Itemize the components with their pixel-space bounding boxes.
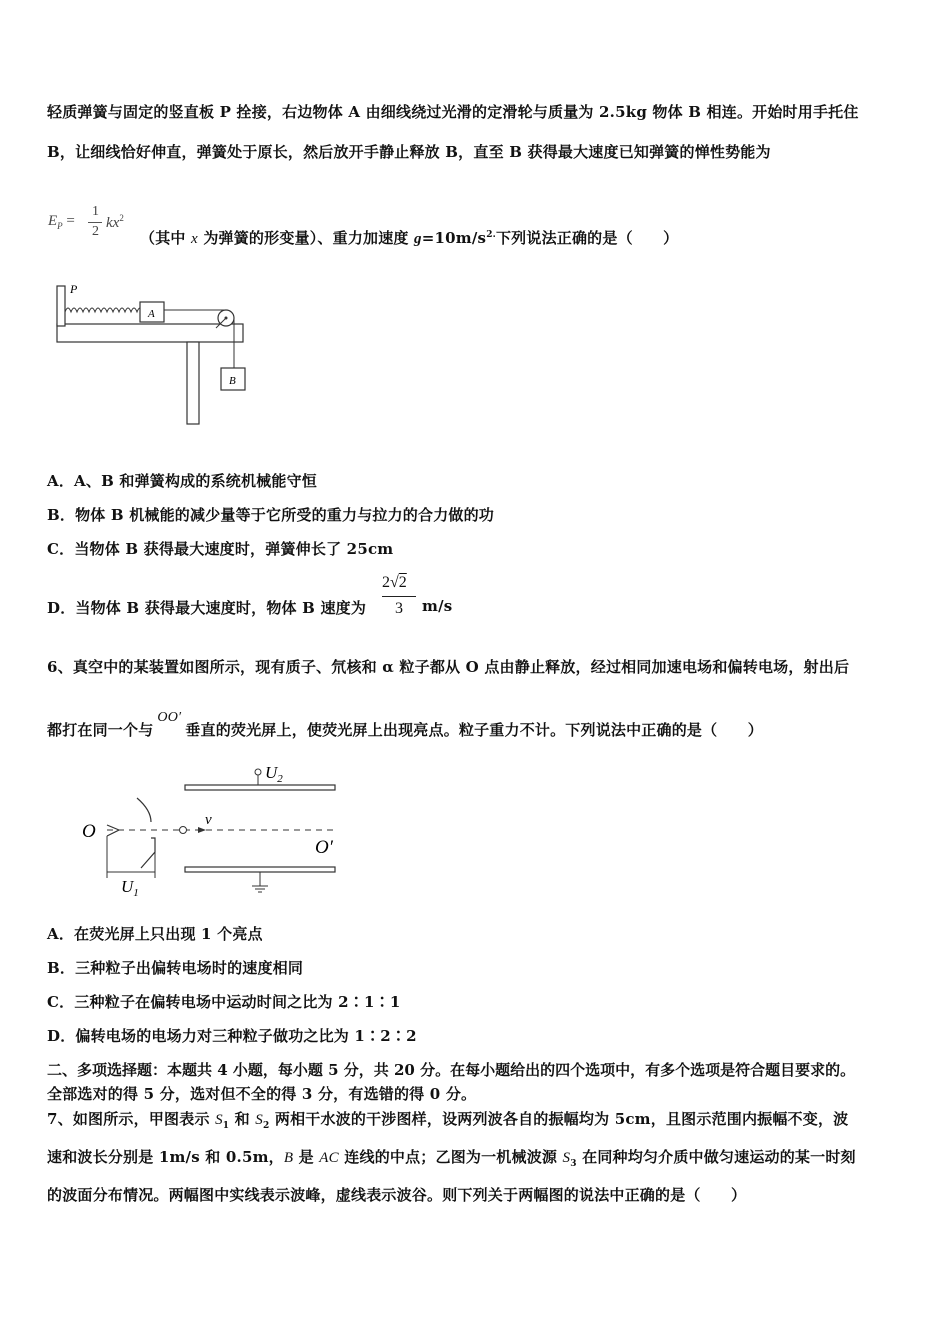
sqrt-icon: √ [390,574,399,591]
q6-line2b: 垂直的荧光屏上，使荧光屏上出现亮点。粒子重力不计。下列说法中正确的是（ ） [185,721,763,739]
var-s3: S [562,1150,571,1166]
table-leg [187,342,199,424]
label-u1: $U_1$ [121,877,139,899]
q7-line1b: 两相干水波的干涉图样，设两列波各自的振幅均为 5cm，且图示范围内振幅不变，波 [269,1110,849,1128]
formula-den: 2 [92,224,99,239]
q6-option-a: A．在荧光屏上只出现 1 个亮点 [47,925,263,943]
label-p: P [70,282,78,296]
bottom-plate [185,867,335,872]
q7-line2a: 速和波长分别是 1m/s 和 0.5m， [47,1148,284,1166]
var-ac: AC [319,1150,339,1166]
var-s3-sub: 3 [570,1159,577,1169]
q5-option-a: A．A、B 和弹簧构成的系统机械能守恒 [47,472,317,490]
d-unit: m/s [422,597,453,615]
formula-num: 1 [92,204,99,219]
q6-option-d: D．偏转电场的电场力对三种粒子做功之比为 1∶2∶2 [47,1027,417,1045]
var-x: x [191,231,198,247]
energy-formula [48,213,75,231]
label-a: A [148,308,155,320]
q5-line3c: =10m/s [421,229,487,247]
q5-line-2: B，让细线恰好伸直，弹簧处于原长，然后放开手静止释放 B，直至 B 获得最大速度已知弹簧的惮性势能为 [47,143,771,161]
d-frac-root: 2 [398,574,407,591]
var-s1: S [215,1112,223,1128]
q7-line-1 [47,1108,848,1131]
q7-and: 和 [229,1110,256,1128]
var-g: g [414,231,422,247]
d-frac-num [382,574,407,592]
particle [180,827,187,834]
q7-line-2 [47,1146,856,1169]
q7-line2d: 在同种均匀介质中做匀速运动的某一时刻 [576,1148,856,1166]
label-o-prime: O′ [315,837,333,858]
q7-line-3: 的波面分布情况。两幅图中实线表示波峰，虚线表示波谷。则下列关于两幅图的说法中正确的是（ ） [47,1186,747,1204]
q7-line2c: 连线的中点；乙图为一机械波源 [338,1148,563,1166]
formula-eq: = [66,213,75,229]
table-top [57,324,243,342]
q6-option-b: B．三种粒子出偏转电场时的速度相同 [47,959,304,977]
q6-line-1: 6、真空中的某装置如图所示，现有质子、氘核和 α 粒子都从 O 点由静止释放，经过相同加速电场和偏转电场，射出后 [47,658,850,676]
q7-line1a: 7、如图所示，甲图表示 [47,1110,216,1128]
var-s2-sub: 2 [262,1121,270,1131]
section2-line-2: 全部选对的得 5 分，选对但不全的得 3 分，有选错的得 0 分。 [47,1085,477,1103]
q6-line2a: 都打在同一个与 [47,721,154,739]
q5-line3a: （其中 [140,229,192,247]
q6-line-2 [47,710,763,740]
label-v: v [205,812,212,828]
q7-line2b: 是 [293,1148,320,1166]
var-b: B [283,1150,294,1166]
spring-pulley-figure [45,280,255,430]
var-s1-sub: 1 [222,1121,230,1131]
formula-rhs [106,213,124,232]
top-plate [185,785,335,790]
d-frac-den: 3 [395,600,403,617]
formula-sup: 2 [119,213,124,223]
formula-P-sub: P [57,221,63,231]
q5-option-b: B．物体 B 机械能的减少量等于它所受的重力与拉力的合力做的功 [47,506,495,524]
label-u2: $U_2$ [265,763,283,785]
var-oo-prime: OO′ [157,710,182,725]
q6-option-c: C．三种粒子在偏转电场中运动时间之比为 2∶1∶1 [47,993,401,1011]
label-b: B [229,375,236,387]
q5-option-c: C．当物体 B 获得最大速度时，弹簧伸长了 25cm [47,540,394,558]
q5-line-3 [140,227,678,248]
var-s2: S [255,1112,263,1128]
accel-plate-right-top [137,798,151,822]
q5-line3d: 下列说法正确的是（ ） [495,229,679,247]
u2-terminal [255,769,261,775]
formula-E: E [48,213,58,229]
q5-option-d: D．当物体 B 获得最大速度时，物体 B 速度为 [47,599,367,617]
formula-kx: kx [106,215,120,231]
deflection-figure [75,760,350,900]
q5-line-1: 轻质弹簧与固定的竖直板 P 拴接，右边物体 A 由细线绕过光滑的定滑轮与质量为 2.5kg 物体 B 相连。开始时用手托住 [47,103,859,121]
section2-line-1: 二、多项选择题：本题共 4 小题，每小题 5 分，共 20 分。在每小题给出的四个选项中，有多个选项是符合题目要求的。 [47,1061,856,1079]
q5-line3-sup: 2. [486,230,496,240]
accel-plate-right-bottom [141,838,155,868]
plate-p [57,286,65,326]
q5-line3b: 为弹簧的形变量）、重力加速度 [197,229,415,247]
d-frac-bar [382,596,416,597]
d-frac-coef: 2 [382,574,390,591]
label-o: O [82,821,96,842]
formula-bar [88,222,102,223]
